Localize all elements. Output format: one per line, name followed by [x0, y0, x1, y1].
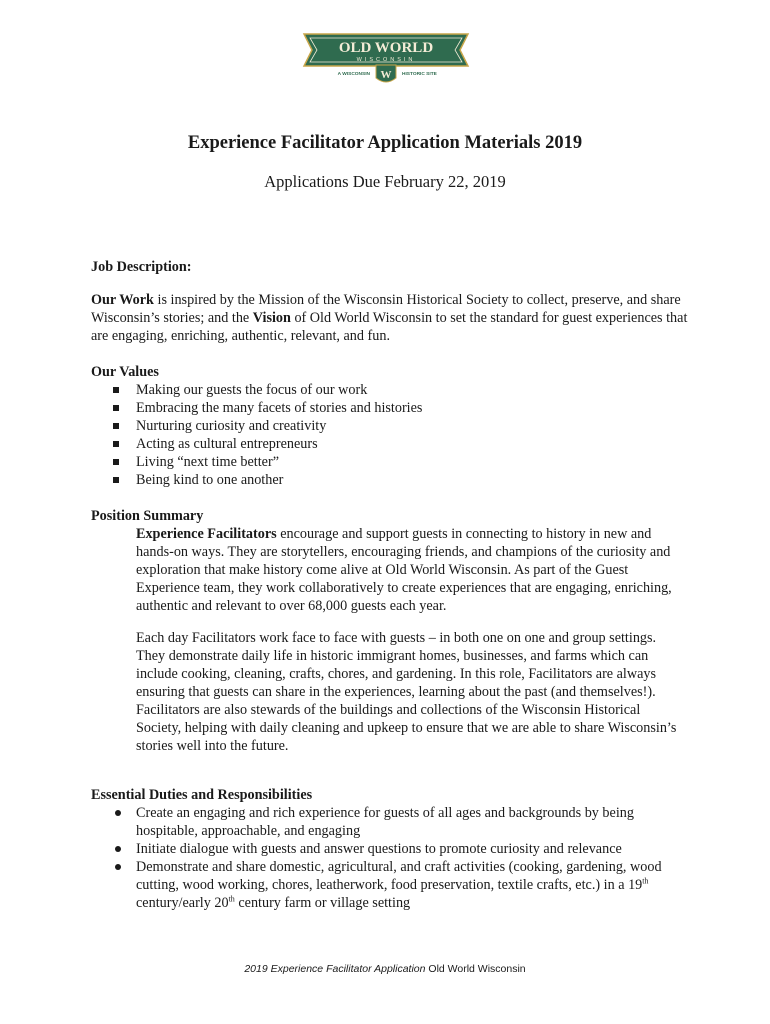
position-summary-paragraph-2: Each day Facilitators work face to face with guests – in both one on one and group settings. They demonstrate daily life in historic immigrant homes, businesses, and farms which can include cooking, cleaning, crafts, chores, and gardening. In this role, Facilitators are always ensuring that guests can share in the experiences, learning about the past (and themselves!). Facilitators are also stewards of the buildings and collections of the Wisconsin Historical Society, helping with daily cleaning and upkeep to ensure that we are able to share Wisconsin’s stories well into the future.: [136, 630, 677, 754]
position-summary-heading: Position Summary: [91, 508, 204, 524]
logo-emblem: [376, 65, 396, 82]
job-description-heading: Job Description:: [91, 259, 192, 275]
footer-plain: Old World Wisconsin: [425, 963, 526, 975]
page-subtitle: Applications Due February 22, 2019: [264, 172, 506, 191]
our-work-text-1: is inspired by the Mission of the Wisconsin Historical Society to collect, preserve, and share Wisconsin’s stories; and the: [91, 292, 681, 326]
round-bullet-icon: [115, 846, 121, 852]
values-heading: Our Values: [91, 364, 159, 380]
logo-name: OLD WORLD: [338, 40, 434, 56]
value-item: [113, 399, 422, 417]
value-text: Living “next time better”: [136, 454, 280, 470]
duties-list: [113, 804, 689, 912]
duty-text: Initiate dialogue with guests and answer questions to promote curiosity and relevance: [136, 841, 622, 857]
facilitators-lead: Experience Facilitators: [136, 526, 277, 542]
our-work-lead: Our Work: [91, 292, 154, 308]
value-item: [113, 381, 422, 399]
value-item: [113, 471, 422, 489]
round-bullet-icon: [115, 810, 121, 816]
duty-item: [113, 840, 689, 858]
logo-sub: WISCONSIN: [356, 57, 416, 63]
square-bullet-icon: [113, 405, 119, 411]
logo-tagline-right: HISTORIC SITE: [402, 72, 437, 77]
vision-lead: Vision: [252, 310, 291, 326]
value-text: Making our guests the focus of our work: [136, 382, 368, 398]
value-item: [113, 453, 422, 471]
logo-emblem-letter: W: [380, 69, 392, 81]
square-bullet-icon: [113, 477, 119, 483]
square-bullet-icon: [113, 441, 119, 447]
duty-text: Create an engaging and rich experience for guests of all ages and backgrounds by being hospitable, approachable, and engaging: [136, 805, 634, 839]
duty-item: [113, 804, 689, 840]
footer-italic: 2019 Experience Facilitator Application: [244, 963, 426, 975]
our-work-paragraph: [91, 291, 691, 345]
logo-tagline-left: A WISCONSIN: [337, 72, 370, 77]
value-text: Being kind to one another: [136, 472, 284, 488]
value-text: Embracing the many facets of stories and histories: [136, 400, 423, 416]
page-footer: [0, 963, 770, 975]
position-summary-paragraph-1: [136, 525, 684, 615]
value-text: Nurturing curiosity and creativity: [136, 418, 327, 434]
old-world-wisconsin-logo: [298, 28, 474, 90]
values-list: [113, 381, 422, 489]
position-p1-text: encourage and support guests in connecting to history in new and hands-on ways. They are storytellers, encouraging friends, and champions of the curiosity and exploration that make history come alive at Old World Wisconsin. As part of the Guest Experience team, they work collaboratively to create experiences that are engaging, enriching, authentic and relevant to over 68,000 guests each year.: [136, 526, 672, 614]
square-bullet-icon: [113, 423, 119, 429]
square-bullet-icon: [113, 459, 119, 465]
our-work-text-2: of Old World Wisconsin to set the standard for guest experiences that are engaging, enriching, authentic, relevant, and fun.: [91, 310, 688, 344]
round-bullet-icon: [115, 864, 121, 870]
duty-item: [113, 858, 689, 912]
square-bullet-icon: [113, 387, 119, 393]
value-text: Acting as cultural entrepreneurs: [136, 436, 318, 452]
page-title: Experience Facilitator Application Materials 2019: [187, 133, 583, 153]
duties-heading: Essential Duties and Responsibilities: [91, 787, 313, 803]
value-item: [113, 435, 422, 453]
duty-text: Demonstrate and share domestic, agricultural, and craft activities (cooking, gardening, wood cutting, wood working, chores, leatherwork, food preservation, textile crafts, etc.) in a 19th century/early 20th century farm or village setting: [136, 859, 662, 911]
value-item: [113, 417, 422, 435]
